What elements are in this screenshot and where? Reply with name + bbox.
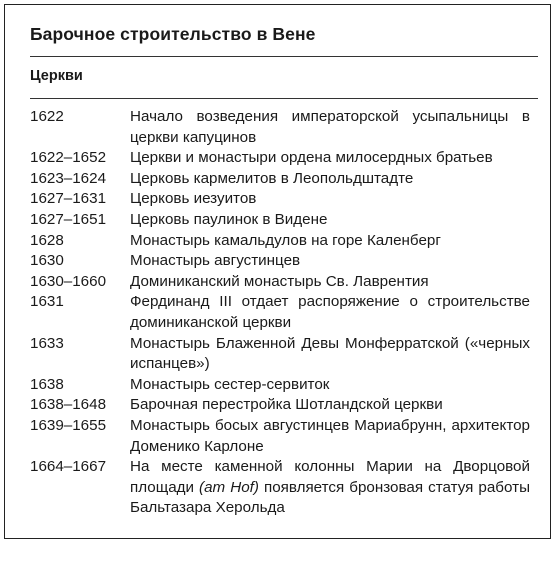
row-text: Церковь паулинок в Видене (130, 210, 328, 228)
row-text-part: появляется бронзовая статуя работы Бальтазара Херольда (130, 478, 530, 517)
row-year: 1622 (30, 108, 64, 125)
divider-top (30, 56, 538, 57)
table-row (30, 189, 530, 210)
row-year: 1630 (30, 252, 64, 270)
table-row (30, 272, 530, 293)
section-heading: Церкви (30, 68, 83, 84)
row-year: 1630–1660 (30, 272, 107, 290)
row-text: Барочная перестройка Шотландской церкви (130, 396, 443, 414)
row-text: Церкви и монастыри ордена милосердных братьев (130, 149, 493, 167)
row-text: Монастырь сестер-сервиток (130, 375, 330, 393)
row-year: 1622–1652 (30, 149, 107, 167)
row-year: 1639–1655 (30, 416, 107, 434)
row-text: Монастырь босых августинцев Мариабрунн, архитектор Доменико Карлоне (130, 416, 530, 455)
table-row (30, 457, 530, 519)
row-year: 1628 (30, 231, 64, 249)
row-text-italic: (am Hof) (199, 478, 259, 496)
table-row (30, 107, 530, 148)
row-year: 1623–1624 (30, 169, 107, 187)
table-row (30, 169, 530, 190)
row-year: 1633 (30, 334, 64, 352)
row-text: Монастырь камальдулов на горе Каленберг (130, 231, 441, 249)
chronology-table (30, 107, 530, 519)
table-row (30, 251, 530, 272)
table-row (30, 292, 530, 333)
table-row (30, 375, 530, 396)
table-row (30, 395, 530, 416)
row-text: Начало возведения императорской усыпальницы в церкви капуцинов (130, 108, 530, 146)
row-year: 1627–1651 (30, 210, 107, 228)
row-text (130, 457, 530, 519)
row-text: Монастырь августинцев (130, 252, 301, 270)
row-text-part: На месте каменной колонны Марии на Дворцовой площади (130, 458, 530, 496)
table-row (30, 231, 530, 252)
row-year: 1664–1667 (30, 458, 107, 476)
row-text: Церковь кармелитов в Леопольдштадте (130, 169, 414, 187)
row-text: Монастырь Блаженной Девы Монферратской («черных испанцев») (130, 334, 530, 373)
divider-section (30, 98, 538, 99)
row-year: 1631 (30, 293, 64, 311)
row-text: Фердинанд III отдает распоряжение о строительстве доминиканской церкви (130, 293, 530, 331)
row-year: 1627–1631 (30, 190, 107, 208)
table-row (30, 334, 530, 375)
table-row (30, 148, 530, 169)
row-year: 1638 (30, 375, 64, 393)
row-text: Доминиканский монастырь Св. Лаврентия (130, 272, 429, 290)
page-title: Барочное строительство в Вене (30, 24, 316, 44)
table-row (30, 416, 530, 457)
table-row (30, 210, 530, 231)
row-text: Церковь иезуитов (130, 190, 257, 208)
row-year: 1638–1648 (30, 396, 107, 414)
